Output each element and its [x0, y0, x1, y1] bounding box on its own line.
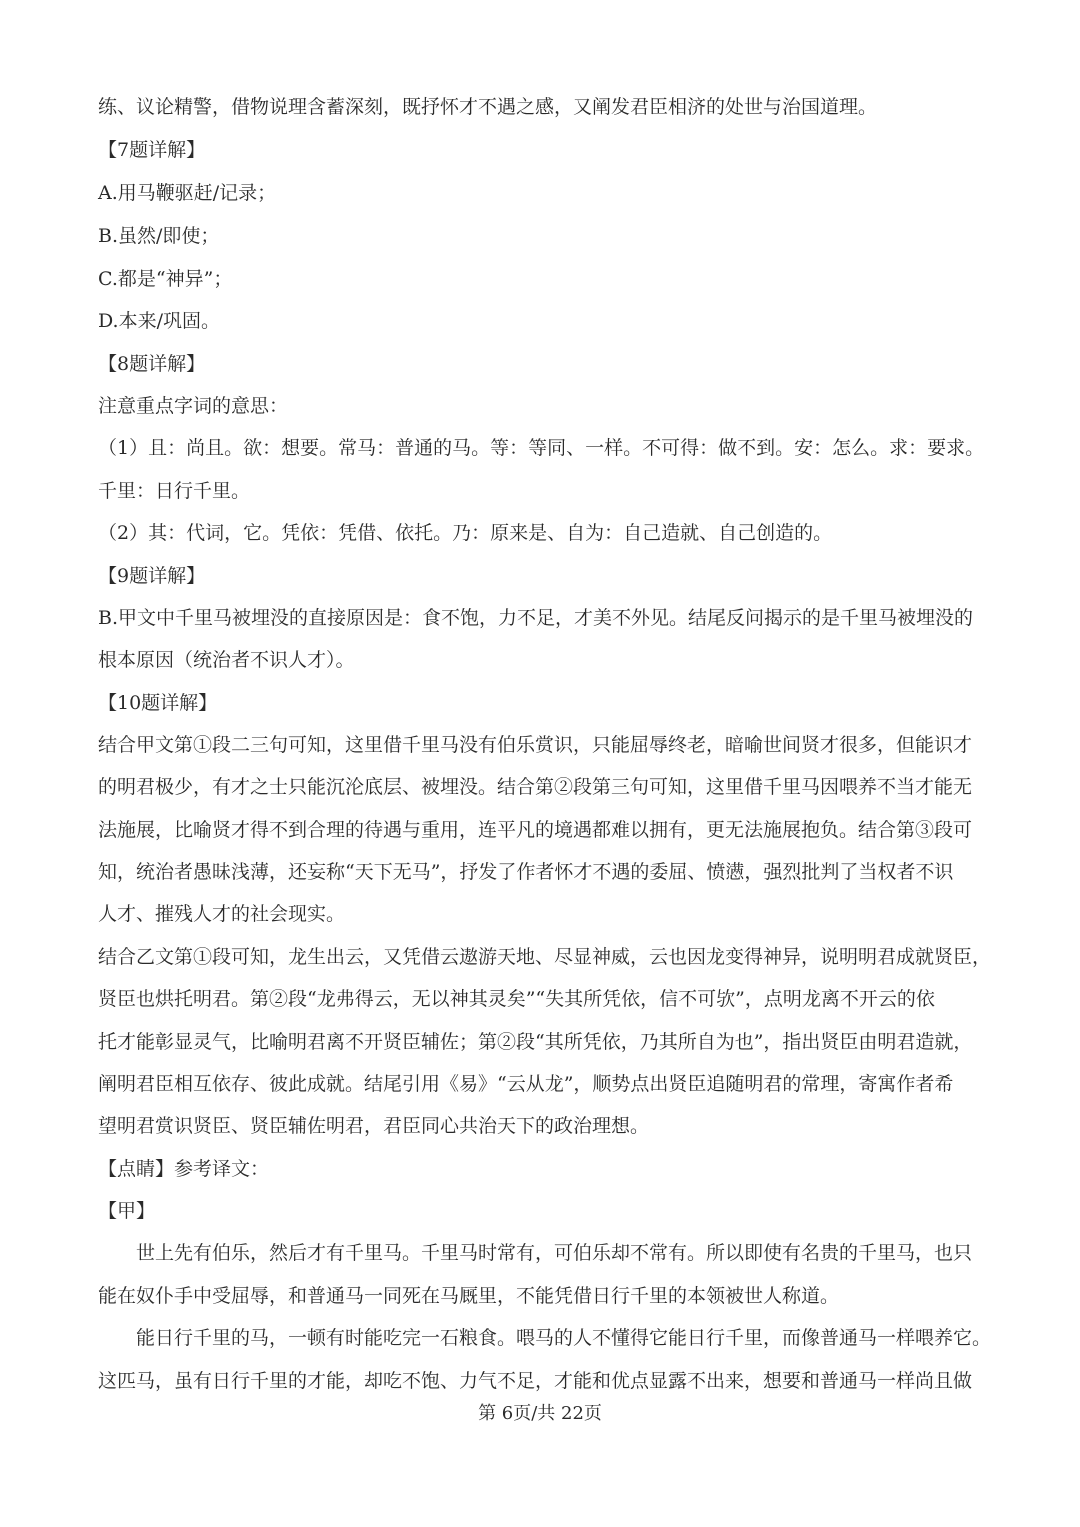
section-heading: 【10题详解】: [98, 692, 218, 714]
text-line: 结合甲文第①段二三句可知，这里借千里马没有伯乐赏识，只能屈辱终老，暗喻世间贤才很多，但能识才: [98, 734, 973, 756]
text-line: 能在奴仆手中受屈辱，和普通马一同死在马厩里，不能凭借日行千里的本领被世人称道。: [98, 1285, 840, 1307]
section-heading: 【7题详解】: [98, 139, 206, 161]
text-line: C.都是“神异”；: [98, 268, 233, 290]
text-line: 知，统治者愚昧浅薄，还妄称“天下无马”，抒发了作者怀才不遇的委屈、愤懑，强烈批判了当权者不识: [98, 861, 954, 883]
section-heading: 【8题详解】: [98, 353, 206, 375]
text-line: B.虽然/即使；: [98, 225, 220, 247]
text-line: 的明君极少，有才之士只能沉沦底层、被埋没。结合第②段第三句可知，这里借千里马因喂养不当才能无: [98, 776, 973, 798]
text-line: 这匹马，虽有日行千里的才能，却吃不饱、力气不足，才能和优点显露不出来，想要和普通马一样尚且做: [98, 1370, 973, 1392]
text-line: 阐明君臣相互依存、彼此成就。结尾引用《易》“云从龙”，顺势点出贤臣追随明君的常理，寄寓作者希: [98, 1073, 954, 1095]
text-line: （1）且：尚且。欲：想要。常马：普通的马。等：等同、一样。不可得：做不到。安：怎么。求：要求。: [98, 437, 985, 459]
text-line: 托才能彰显灵气，比喻明君离不开贤臣辅佐；第②段“其所凭依，乃其所自为也”，指出贤臣由明君造就，: [98, 1031, 973, 1053]
text-line: A.用马鞭驱赶/记录；: [98, 182, 277, 204]
text-line: 望明君赏识贤臣、贤臣辅佐明君，君臣同心共治天下的政治理想。: [98, 1115, 650, 1137]
text-line: B.甲文中千里马被埋没的直接原因是：食不饱，力不足，才美不外见。结尾反问揭示的是千里马被埋没的: [98, 607, 974, 629]
text-line: 能日行千里的马，一顿有时能吃完一石粮食。喂马的人不懂得它能日行千里，而像普通马一样喂养它。: [136, 1327, 992, 1349]
text-line: 贤臣也烘托明君。第②段“龙弗得云，无以神其灵矣”“失其所凭依，信不可欤”，点明龙离不开云的依: [98, 988, 935, 1010]
text-line: 根本原因（统治者不识人才）。: [98, 649, 355, 671]
text-line: （2）其：代词，它。凭依：凭借、依托。乃：原来是、自为：自己造就、自己创造的。: [98, 522, 833, 544]
text-line: 法施展，比喻贤才得不到合理的待遇与重用，连平凡的境遇都难以拥有，更无法施展抱负。结合第③段可: [98, 819, 973, 841]
text-line: 千里：日行千里。: [98, 480, 251, 502]
section-heading: 【9题详解】: [98, 565, 206, 587]
text-line: 注意重点字词的意思：: [98, 395, 289, 417]
section-heading: 【甲】: [98, 1200, 156, 1222]
text-line: D.本来/巩固。: [98, 310, 220, 332]
text-line: 人才、摧残人才的社会现实。: [98, 903, 346, 925]
text-line: 练、议论精警，借物说理含蓄深刻，既抒怀才不遇之感，又阐发君臣相济的处世与治国道理。: [98, 96, 878, 118]
text-line: 世上先有伯乐，然后才有千里马。千里马时常有，可伯乐却不常有。所以即使有名贵的千里马，也只: [136, 1242, 973, 1264]
section-heading: 【点睛】参考译文：: [98, 1158, 270, 1180]
page-number-footer: 第 6页/共 22页: [478, 1403, 602, 1424]
text-line: 结合乙文第①段可知，龙生出云，又凭借云遨游天地、尽显神威，云也因龙变得神异，说明明君成就贤臣，: [98, 946, 992, 968]
